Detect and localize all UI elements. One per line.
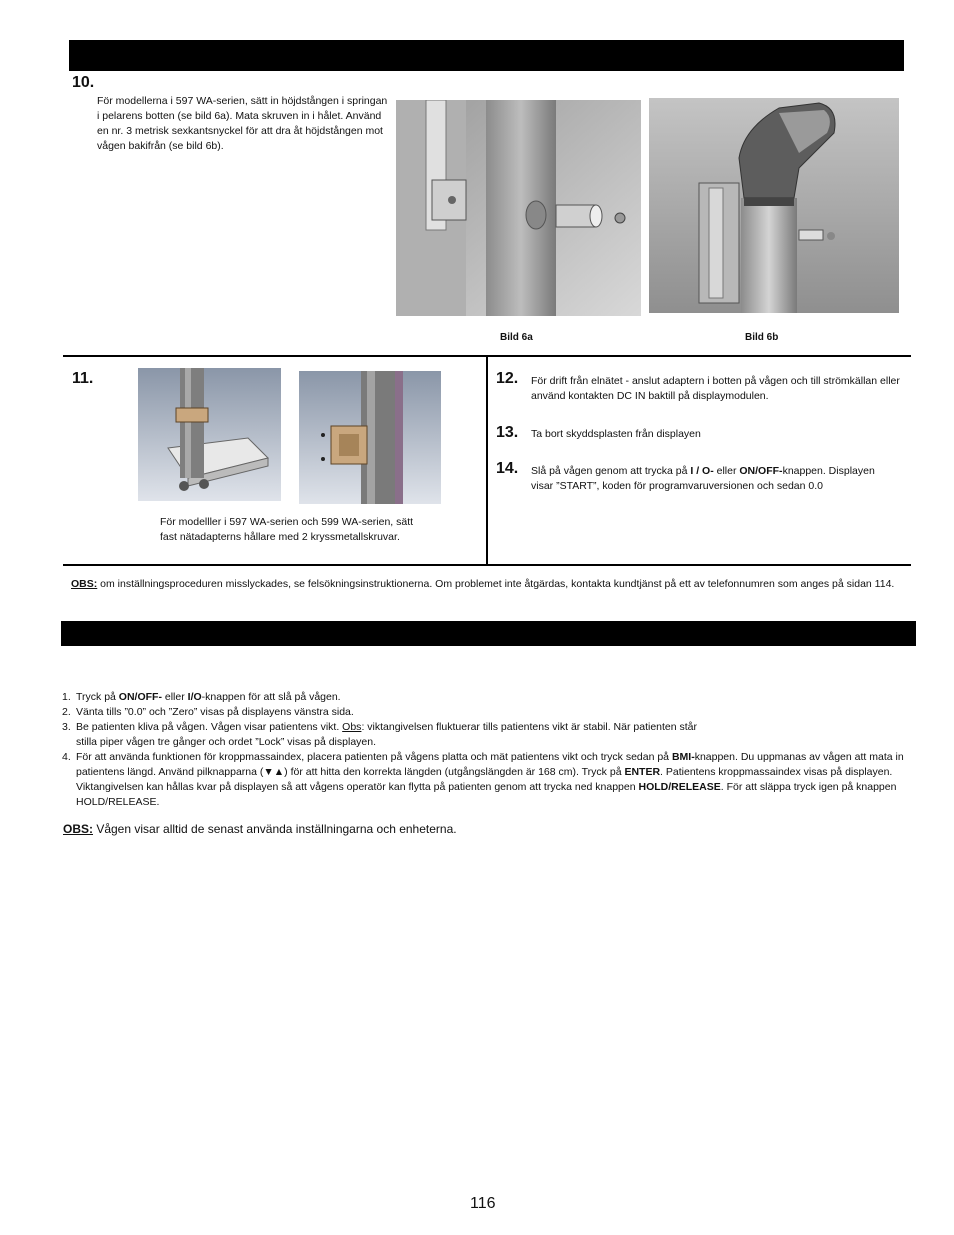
- step-14-bold-onoff: ON/OFF-: [739, 465, 783, 477]
- list-item: 1. Tryck på ON/OFF- eller I/O-knappen för att slå på vågen.: [62, 691, 341, 703]
- list-item: 2. Vänta tills ”0.0” och ”Zero” visas på displayens vänstra sida.: [62, 706, 354, 718]
- obs-label-2: OBS:: [63, 822, 93, 836]
- step-12-text: För drift från elnätet - anslut adaptern i botten på vågen och till strömkällan eller använd kontakten DC IN baktill på displaymodulen.: [531, 375, 900, 402]
- step-13-text: Ta bort skyddsplasten från displayen: [531, 428, 701, 440]
- header-bar-top: [69, 40, 904, 71]
- step-13-number: 13.: [496, 424, 519, 441]
- page-number: 116: [470, 1195, 496, 1212]
- obs-note-2: [63, 822, 903, 836]
- step-14-text-mid: eller: [713, 465, 740, 477]
- list-item: 3. Be patienten kliva på vågen. Vågen visar patientens vikt. Obs: viktangivelsen fluktuerar tills patientens vikt är stabil. När patienten står stilla piper vågen tre gånger och ordet ”Lock” visas på displayen.: [62, 721, 698, 748]
- divider-vertical: [486, 357, 488, 564]
- step-14-bold-io: I / O-: [690, 465, 714, 477]
- step-12-number: 12.: [496, 370, 519, 387]
- step-11-number: 11.: [72, 370, 94, 387]
- step-14-text-pre: Slå på vågen genom att trycka på: [531, 465, 691, 477]
- step-10-number: 10.: [72, 74, 95, 91]
- obs-label-1: OBS:: [71, 578, 98, 590]
- image-adapter-holder: [299, 371, 441, 504]
- step-14-text: [531, 464, 891, 494]
- pole-slot-illustration: [396, 100, 641, 316]
- step-10-text: För modellerna i 597 WA-serien, sätt in höjdstången i springan i pelarens botten (se bild 6a). Mata skruven in i hålet. Använd en nr. 3 metrisk sexkantsnyckel för att dra åt höjdstången mot vågen bakifrån (se bild 6b).: [97, 95, 388, 152]
- display-pole-illustration: [649, 98, 899, 313]
- obs-text-1: om inställningsproceduren misslyckades, se felsökningsinstruktionerna. Om problemet inte åtgärdas, kontakta kundtjänst på ett av telefonnumren som anges på sidan 114.: [97, 578, 895, 590]
- step-14-number: 14.: [496, 460, 519, 477]
- step-11-text: För modelller i 597 WA-serien och 599 WA-serien, sätt fast nätadapterns hållare med 2 kryssmetallskruvar.: [160, 516, 414, 543]
- step-14-text-post: knappen. Displayen visar ”START”, koden för programvaruversionen och sedan 0.0: [531, 465, 875, 492]
- image-bild-6a: [396, 100, 641, 316]
- image-scale-base-holder: [138, 368, 281, 501]
- instruction-list: [62, 690, 912, 810]
- list-item: 4. För att använda funktionen för kroppmassaindex, placera patienten på vågens platta och mät patientens vikt och tryck sedan på BMI-knappen. Du uppmanas av vågen att mata in patientens längd. Använd pilknapparna (▼▲) för att hitta den korrekta längden (utgångslängden är 168 cm). Tryck på ENTER. Patientens kroppmassaindex visas på displayen. Viktangivelsen kan hållas kvar på displayen så att vågens operatör kan flytta på patienten genom att trycka ned knappen HOLD/RELEASE. För att släppa tryck igen på knappen HOLD/RELEASE.: [62, 751, 904, 808]
- caption-bild-6b: Bild 6b: [745, 332, 779, 343]
- divider-bottom: [63, 564, 911, 566]
- adapter-holder-illustration: [299, 371, 441, 504]
- caption-bild-6a: Bild 6a: [500, 332, 533, 343]
- header-bar-middle: [61, 621, 916, 646]
- image-bild-6b: [649, 98, 899, 313]
- obs-note-1: [71, 577, 901, 592]
- scale-base-illustration: [138, 368, 281, 501]
- obs-text-2: Vågen visar alltid de senast använda inställningarna och enheterna.: [93, 822, 457, 836]
